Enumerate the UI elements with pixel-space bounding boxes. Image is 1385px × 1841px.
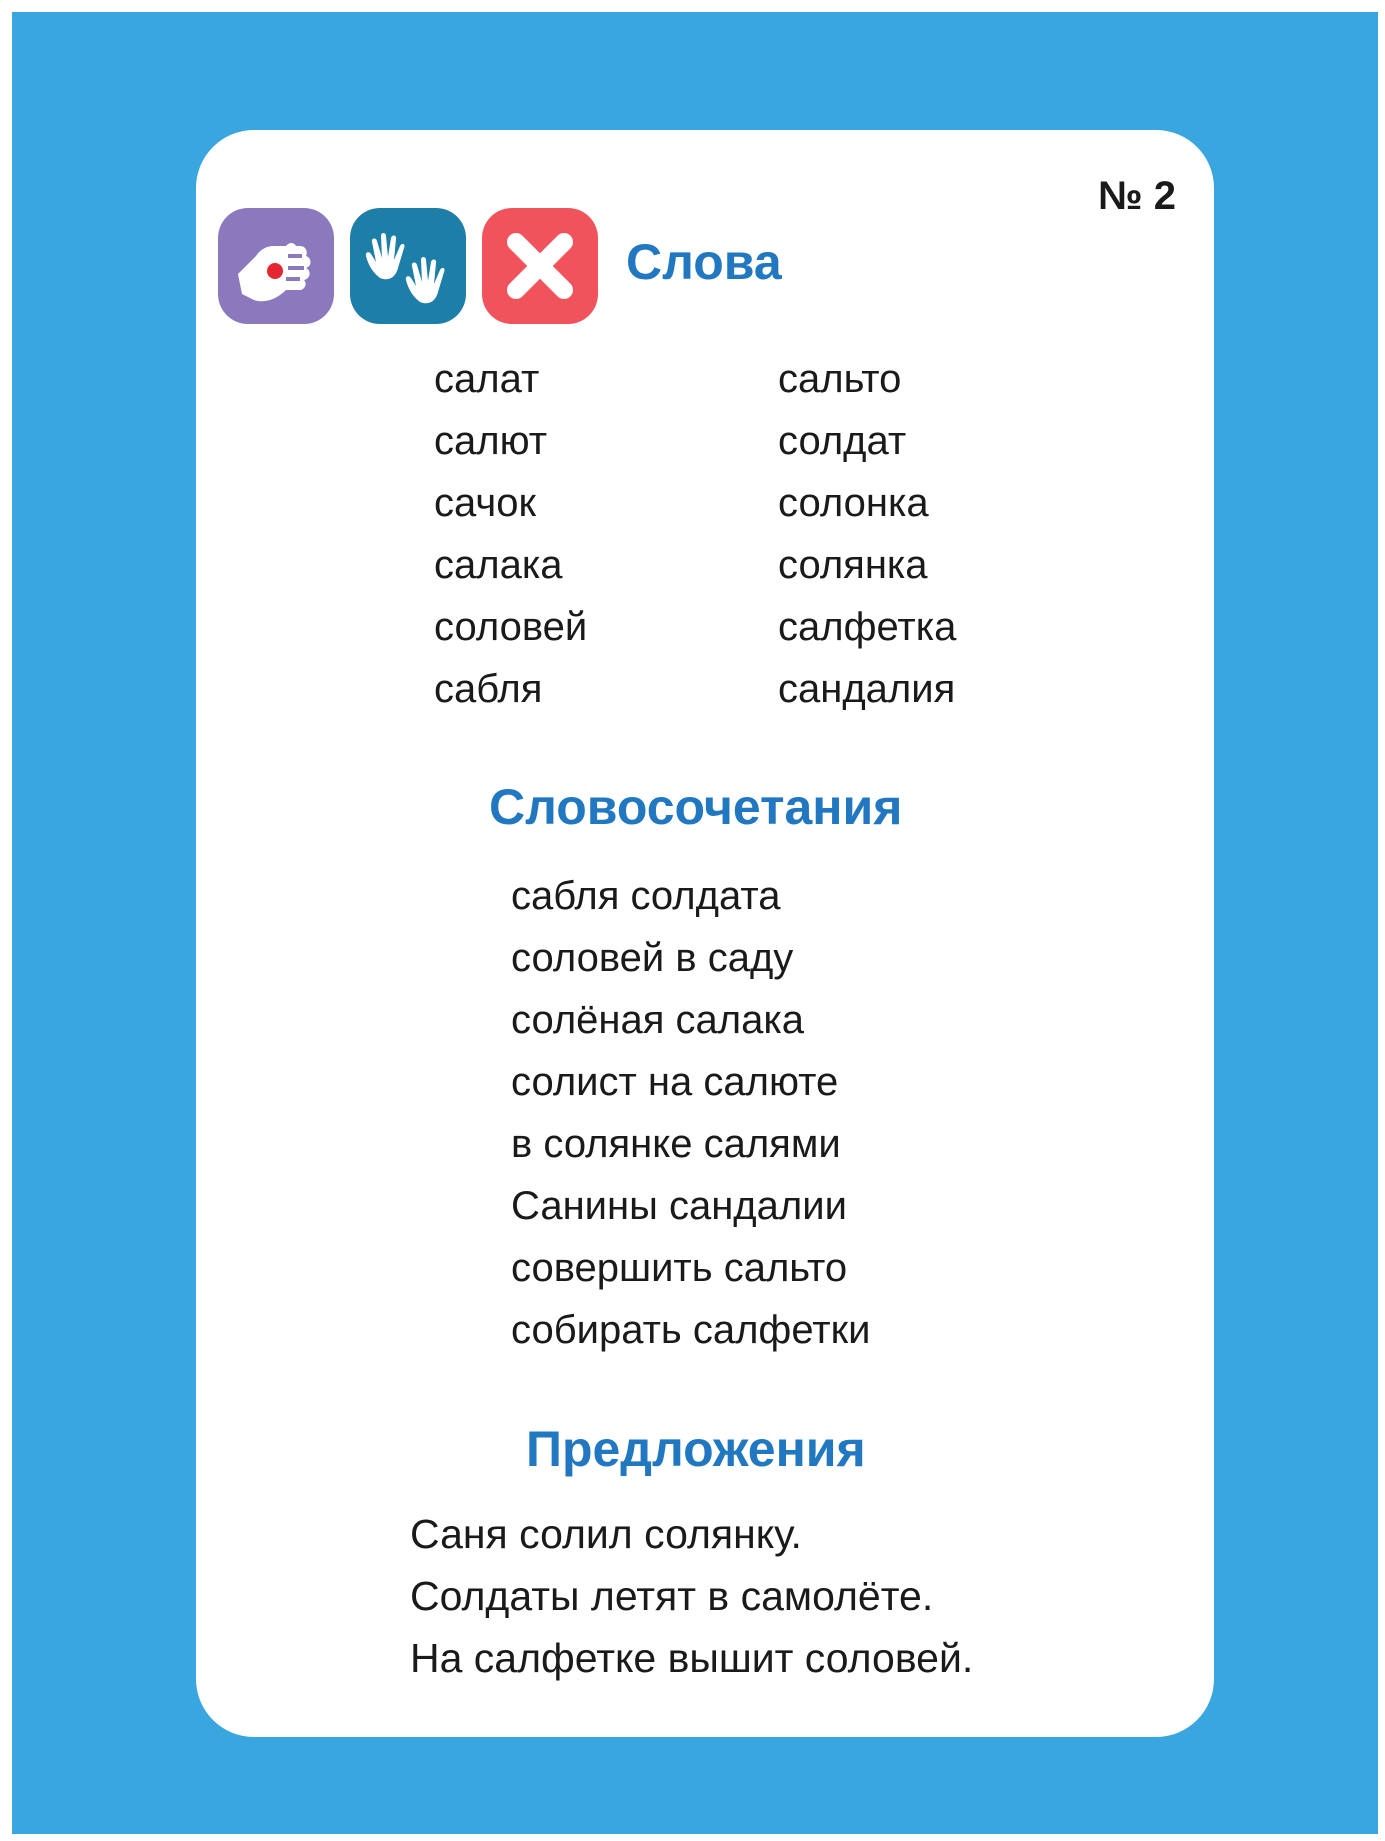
list-item: Солдаты летят в самолёте. xyxy=(410,1573,934,1619)
sentences-title: Предложения xyxy=(526,1421,866,1477)
list-item: Саня солил солянку. xyxy=(410,1511,802,1557)
exercise-card xyxy=(196,130,1214,1737)
fist-icon xyxy=(218,208,334,324)
exercise-icons xyxy=(218,208,598,324)
list-item: салат xyxy=(434,357,540,401)
phrases-list xyxy=(511,865,870,1361)
list-item: салака xyxy=(434,543,563,587)
list-item: соловей xyxy=(434,605,588,649)
list-item: Санины сандалии xyxy=(511,1184,847,1228)
list-item: сабля солдата xyxy=(511,874,781,918)
list-item: солянка xyxy=(778,543,928,587)
list-item: солист на салюте xyxy=(511,1060,839,1104)
list-item: сальто xyxy=(778,357,902,401)
words-list xyxy=(434,348,1122,720)
list-item: совершить сальто xyxy=(511,1246,848,1290)
list-item: сандалия xyxy=(778,667,956,711)
words-title: Слова xyxy=(626,234,782,290)
list-item: солёная салака xyxy=(511,998,804,1042)
cross-icon xyxy=(482,208,598,324)
phrases-title: Словосочетания xyxy=(489,779,903,835)
list-item: солдат xyxy=(778,419,907,463)
list-item: собирать салфетки xyxy=(511,1308,871,1352)
list-item: соловей в саду xyxy=(511,936,794,980)
list-item: салют xyxy=(434,419,548,463)
words-column-left xyxy=(434,348,778,720)
hands-icon xyxy=(350,208,466,324)
list-item: салфетка xyxy=(778,605,957,649)
list-item: солонка xyxy=(778,481,929,525)
list-item: сачок xyxy=(434,481,536,525)
list-item: На салфетке вышит соловей. xyxy=(410,1635,974,1681)
list-item: в солянке салями xyxy=(511,1122,841,1166)
sentences-list xyxy=(410,1503,973,1689)
words-column-right xyxy=(778,348,1122,720)
page-background xyxy=(12,12,1378,1834)
list-item: сабля xyxy=(434,667,543,711)
card-number: № 2 xyxy=(1098,174,1176,218)
